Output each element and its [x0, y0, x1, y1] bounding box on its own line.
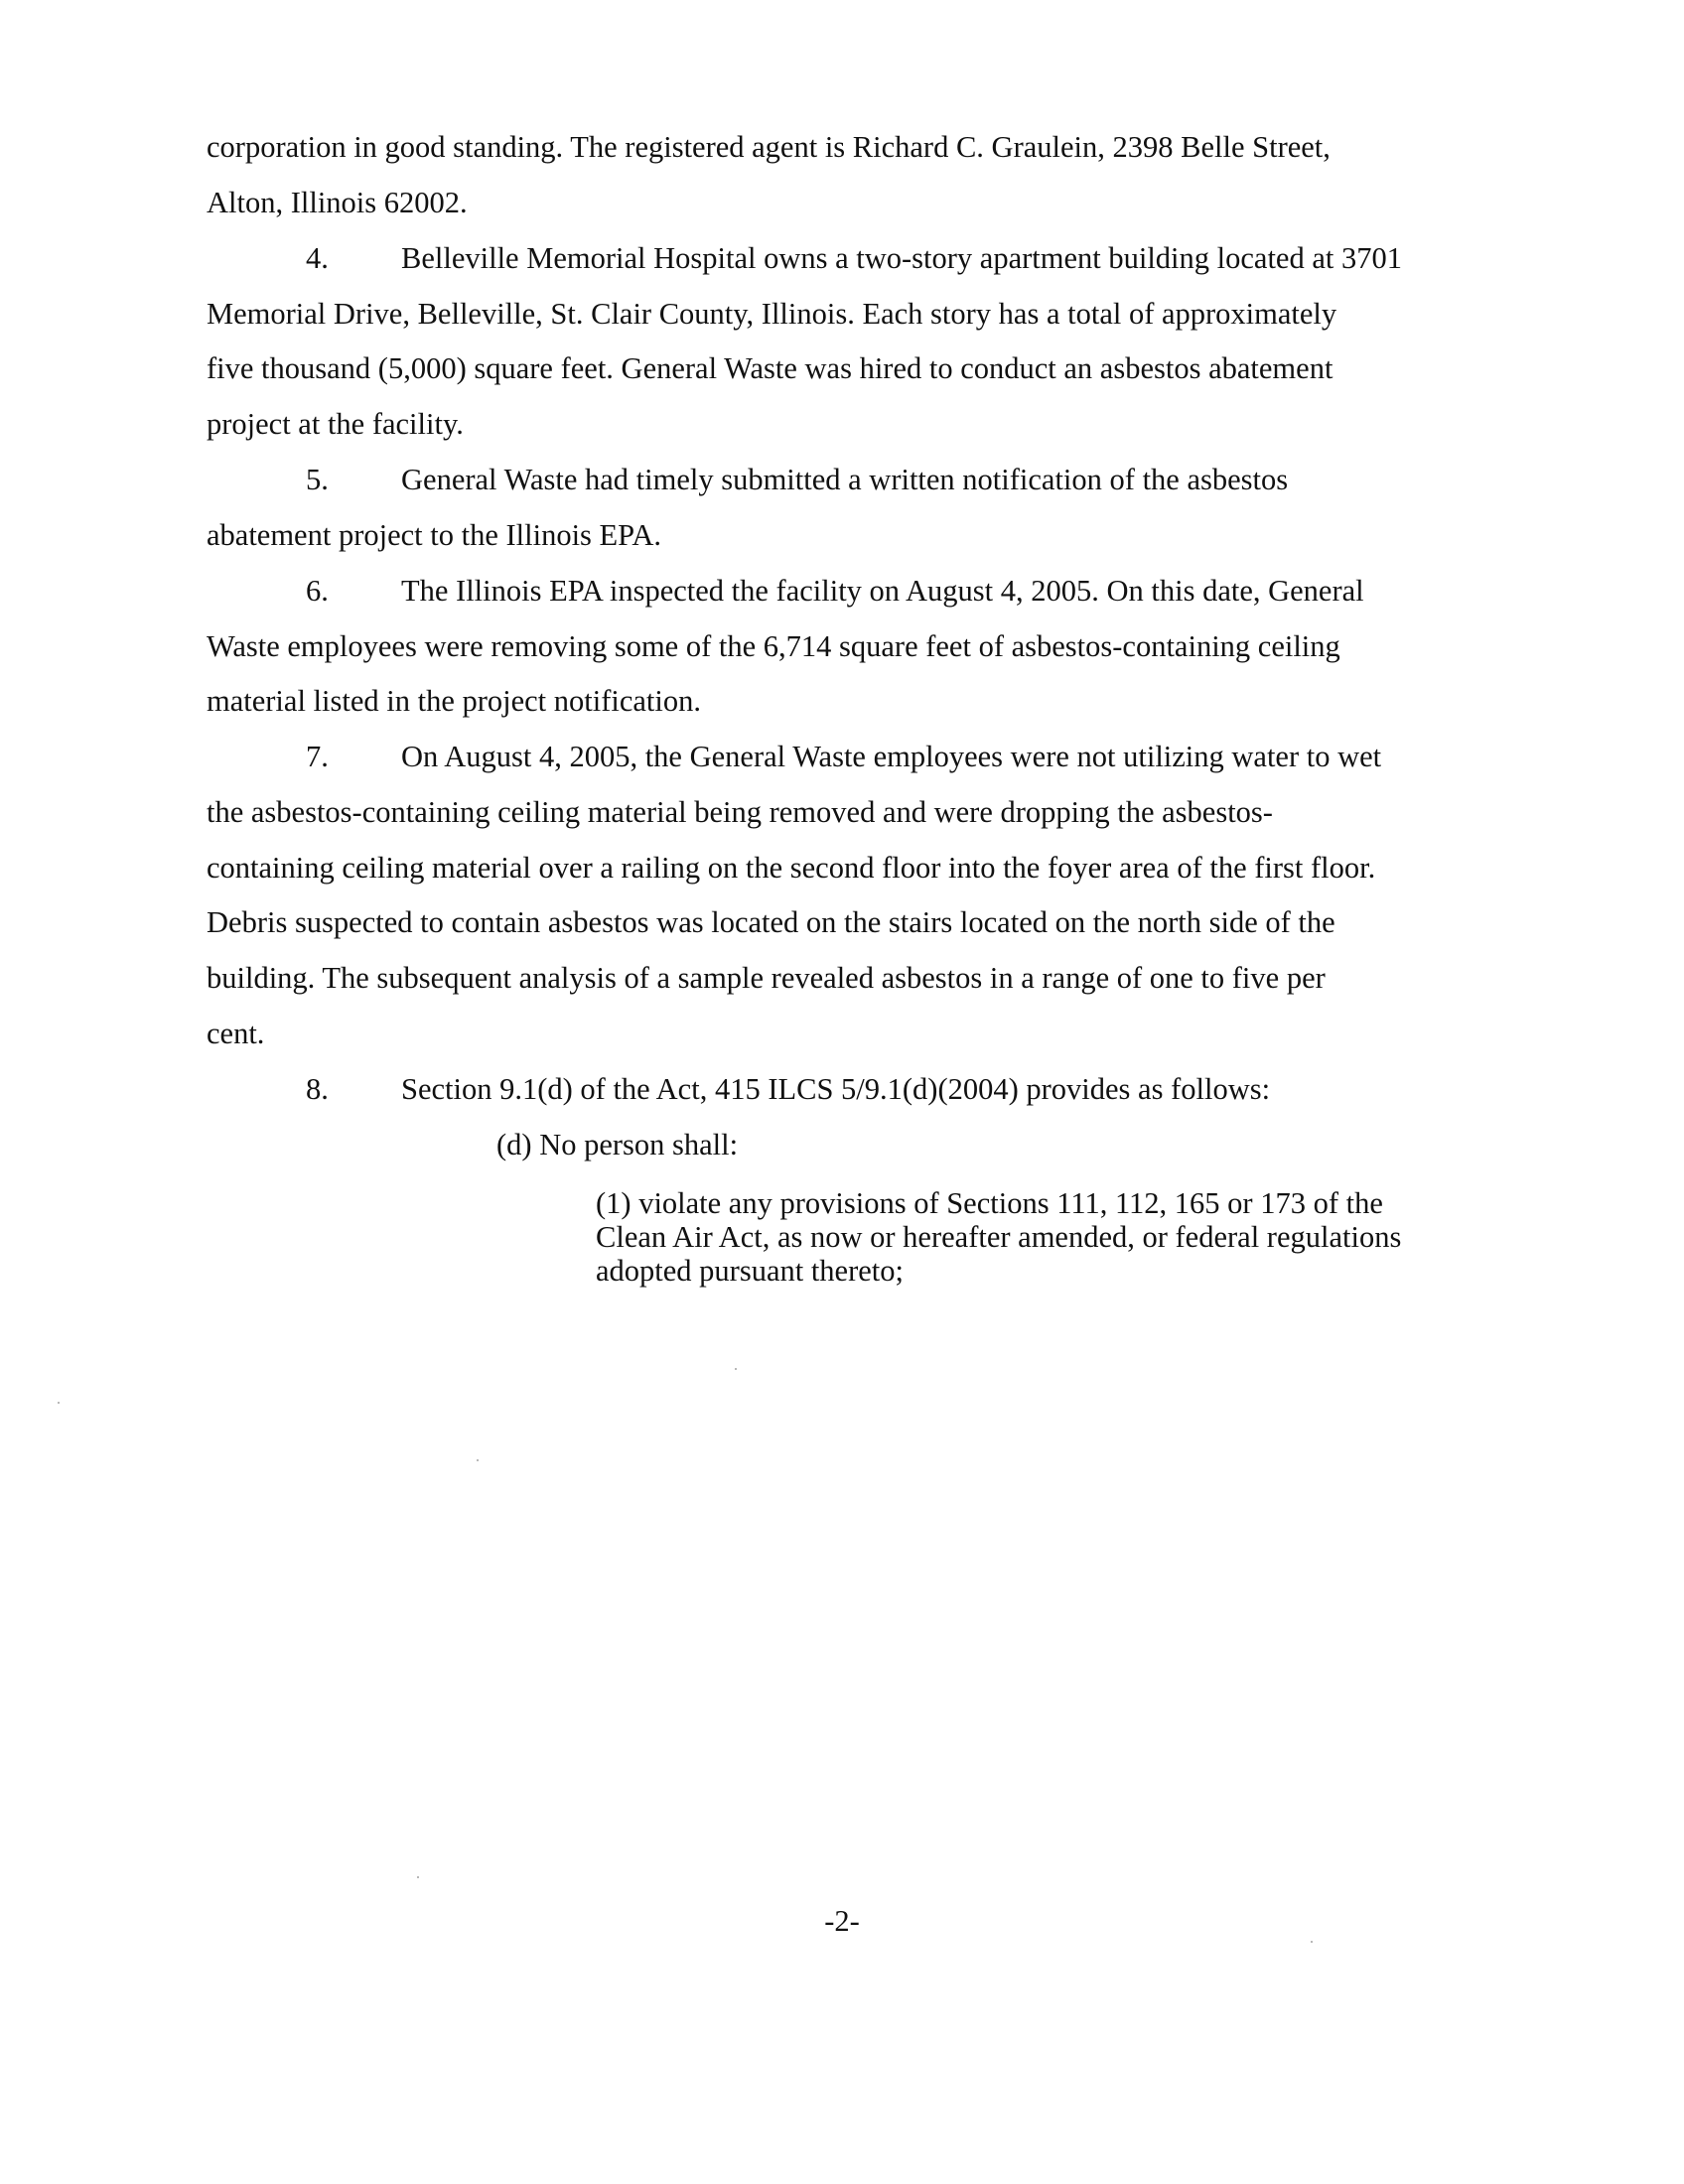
paragraph-8-number: 8.: [306, 1072, 329, 1106]
paragraph-7-line-3: containing ceiling material over a railing on the second floor into the foyer area of the first floor.: [207, 851, 1376, 885]
statute-quote-line-1: (1) violate any provisions of Sections 111, 112, 165 or 173 of the: [596, 1186, 1383, 1220]
scan-speck: [417, 1876, 419, 1878]
paragraph-4-line-1: Belleville Memorial Hospital owns a two-story apartment building located at 3701: [401, 241, 1402, 275]
paragraph-3-line-2: Alton, Illinois 62002.: [207, 186, 468, 219]
scan-speck: [477, 1459, 479, 1461]
paragraph-6-line-1: The Illinois EPA inspected the facility on August 4, 2005. On this date, General: [401, 574, 1364, 608]
paragraph-8-line-1: Section 9.1(d) of the Act, 415 ILCS 5/9.1(d)(2004) provides as follows:: [401, 1072, 1271, 1106]
scan-speck: [735, 1368, 737, 1370]
statute-quote-line-3: adopted pursuant thereto;: [596, 1254, 904, 1288]
paragraph-6-number: 6.: [306, 574, 329, 608]
page-number: -2-: [824, 1904, 860, 1938]
paragraph-7-line-2: the asbestos-containing ceiling material being removed and were dropping the asbestos-: [207, 795, 1273, 829]
paragraph-4-line-3: five thousand (5,000) square feet. General Waste was hired to conduct an asbestos abatement: [207, 351, 1333, 385]
paragraph-4-number: 4.: [306, 241, 329, 275]
statute-quote-line-2: Clean Air Act, as now or hereafter amended, or federal regulations: [596, 1220, 1402, 1254]
paragraph-4-line-4: project at the facility.: [207, 407, 464, 441]
paragraph-7-line-6: cent.: [207, 1017, 265, 1050]
paragraph-7-number: 7.: [306, 740, 329, 773]
paragraph-7-line-1: On August 4, 2005, the General Waste employees were not utilizing water to wet: [401, 740, 1382, 773]
paragraph-4-line-2: Memorial Drive, Belleville, St. Clair County, Illinois. Each story has a total of approximately: [207, 297, 1337, 331]
scan-speck: [58, 1402, 60, 1404]
paragraph-7-line-4: Debris suspected to contain asbestos was located on the stairs located on the north side of the: [207, 905, 1335, 939]
paragraph-5-number: 5.: [306, 463, 329, 496]
paragraph-5-line-2: abatement project to the Illinois EPA.: [207, 518, 661, 552]
paragraph-6-line-2: Waste employees were removing some of the 6,714 square feet of asbestos-containing ceiling: [207, 629, 1340, 663]
scan-speck: [1311, 1941, 1313, 1943]
paragraph-7-line-5: building. The subsequent analysis of a sample revealed asbestos in a range of one to five per: [207, 961, 1326, 995]
statute-subsection-heading: (d) No person shall:: [496, 1128, 739, 1161]
paragraph-6-line-3: material listed in the project notification.: [207, 684, 702, 718]
paragraph-5-line-1: General Waste had timely submitted a written notification of the asbestos: [401, 463, 1289, 496]
paragraph-3-line-1: corporation in good standing. The registered agent is Richard C. Graulein, 2398 Belle Street,: [207, 130, 1331, 164]
